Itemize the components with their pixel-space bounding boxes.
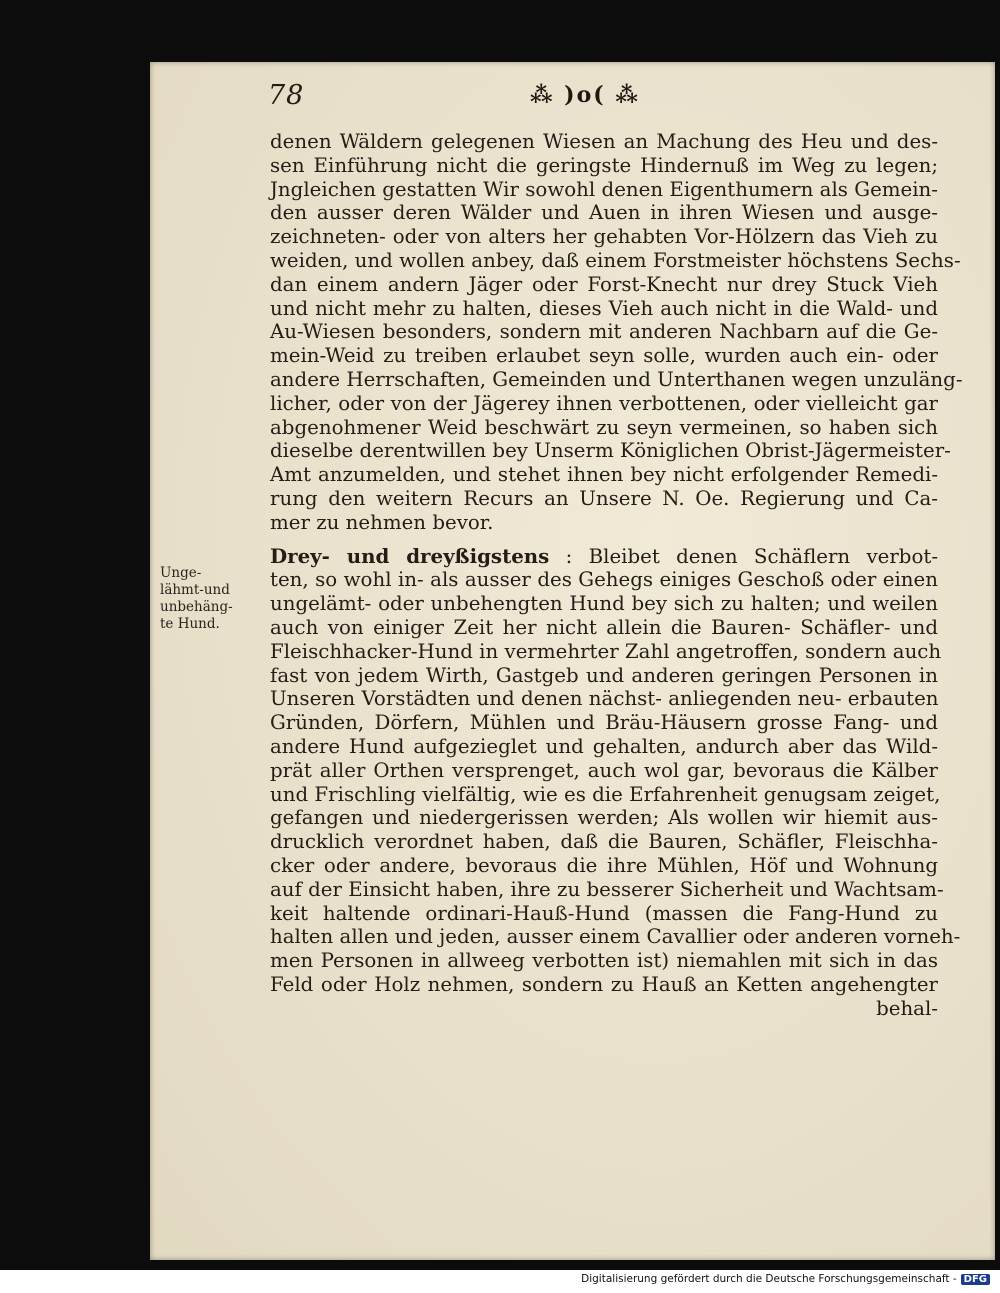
text-line: andere Herrschaften, Gemeinden und Unterthanen wegen unzuläng- [270, 367, 963, 391]
footer-text: Digitalisierung gefördert durch die Deutsche Forschungsgemeinschaft - [581, 1273, 957, 1285]
dfg-logo: DFG [961, 1274, 990, 1285]
page-number: 78 [268, 80, 305, 111]
text-line: abgenohmener Weid beschwärt zu seyn vermeinen, so haben sich [270, 415, 938, 439]
text-line: weiden, und wollen anbey, daß einem Forstmeister höchstens Sechs- [270, 248, 961, 272]
text-line: andere Hund aufgezieglet und gehalten, andurch aber das Wild- [270, 734, 938, 758]
text-line: Unseren Vorstädten und denen nächst- anliegenden neu- erbauten [270, 687, 939, 711]
section-lead: Drey- und dreyßigstens [270, 543, 550, 568]
text-line: sen Einführung nicht die geringste Hindernuß im Weg zu legen; [270, 153, 938, 177]
text-line: fast von jedem Wirth, Gastgeb und anderen geringen Personen in [270, 663, 938, 687]
header-ornament: ⁂ )o( ⁂ [530, 82, 640, 108]
text-line: und Frischling vielfältig, wie es die Erfahrenheit genugsam zeiget, [270, 782, 941, 806]
margin-note-line: Unge- [160, 565, 202, 581]
text-line: Au-Wiesen besonders, sondern mit anderen Nachbarn auf die Ge- [270, 320, 938, 344]
paragraph-2 [270, 543, 961, 997]
text-line: halten allen und jeden, ausser einem Cavallier oder anderen vorneh- [270, 925, 961, 949]
text-line: gefangen und niedergerissen werden; Als wollen wir hiemit aus- [270, 806, 938, 830]
text-line: den ausser deren Wälder und Auen in ihren Wiesen und ausge- [270, 201, 938, 225]
paragraph-1 [270, 130, 963, 535]
margin-note-line: te Hund. [160, 616, 220, 632]
page-header [268, 80, 698, 116]
text-line: licher, oder von der Jägerey ihnen verbottenen, oder vielleicht gar [270, 391, 938, 415]
text-line: zeichneten- oder von alters her gehabten Vor-Hölzern das Vieh zu [270, 225, 938, 249]
text-line: denen Wäldern gelegenen Wiesen an Machung des Heu und des- [270, 130, 938, 153]
text-line: prät aller Orthen versprenget, auch wol gar, bevoraus die Kälber [270, 758, 938, 782]
text-line: ten, so wohl in- als ausser des Gehegs einiges Geschoß oder einen [270, 568, 938, 592]
paragraph-2-first-line [270, 545, 938, 569]
catchword: behal- [876, 996, 938, 1020]
text-line: mein-Weid zu treiben erlaubet seyn solle, wurden auch ein- oder [270, 344, 938, 368]
body-text [270, 130, 963, 1020]
text-line: keit haltende ordinari-Hauß-Hund (massen die Fang-Hund zu [270, 901, 938, 925]
footer-credit [581, 1273, 990, 1285]
text-line: dan einem andern Jäger oder Forst-Knecht nur drey Stuck Vieh [270, 272, 938, 296]
text-line: und nicht mehr zu halten, dieses Vieh auch nicht in die Wald- und [270, 296, 938, 320]
margin-note-line: lähmt-und [160, 582, 230, 598]
text-line: Gründen, Dörfern, Mühlen und Bräu-Häusern grosse Fang- und [270, 711, 938, 735]
paragraph-2-first-line-rest: : Bleibet denen Schäflern verbot- [565, 544, 939, 568]
text-line: auch von einiger Zeit her nicht allein die Bauren- Schäfler- und [270, 615, 938, 639]
margin-note-line: unbehäng- [160, 599, 233, 615]
text-line: drucklich verordnet haben, daß die Bauren, Schäfler, Fleischha- [270, 830, 938, 854]
text-line: mer zu nehmen bevor. [270, 510, 494, 534]
text-line: Fleischhacker-Hund in vermehrter Zahl angetroffen, sondern auch [270, 639, 942, 663]
text-line: men Personen in allweeg verbotten ist) niemahlen mit sich in das [270, 949, 938, 973]
text-line: auf der Einsicht haben, ihre zu besserer Sicherheit und Wachtsam- [270, 877, 944, 901]
text-line: Jngleichen gestatten Wir sowohl denen Eigenthumern als Gemein- [270, 177, 938, 201]
text-line: Amt anzumelden, und stehet ihnen bey nicht erfolgender Remedi- [270, 463, 938, 487]
text-line: rung den weitern Recurs an Unsere N. Oe. Regierung und Ca- [270, 486, 938, 510]
text-line: Feld oder Holz nehmen, sondern zu Hauß an Ketten angehengter [270, 972, 938, 996]
text-line: cker oder andere, bevoraus die ihre Mühlen, Höf und Wohnung [270, 853, 938, 877]
margin-note [160, 565, 272, 633]
text-line: ungelämt- oder unbehengten Hund bey sich zu halten; und weilen [270, 592, 938, 616]
text-line: dieselbe derentwillen bey Unserm Königlichen Obrist-Jägermeister- [270, 439, 951, 463]
